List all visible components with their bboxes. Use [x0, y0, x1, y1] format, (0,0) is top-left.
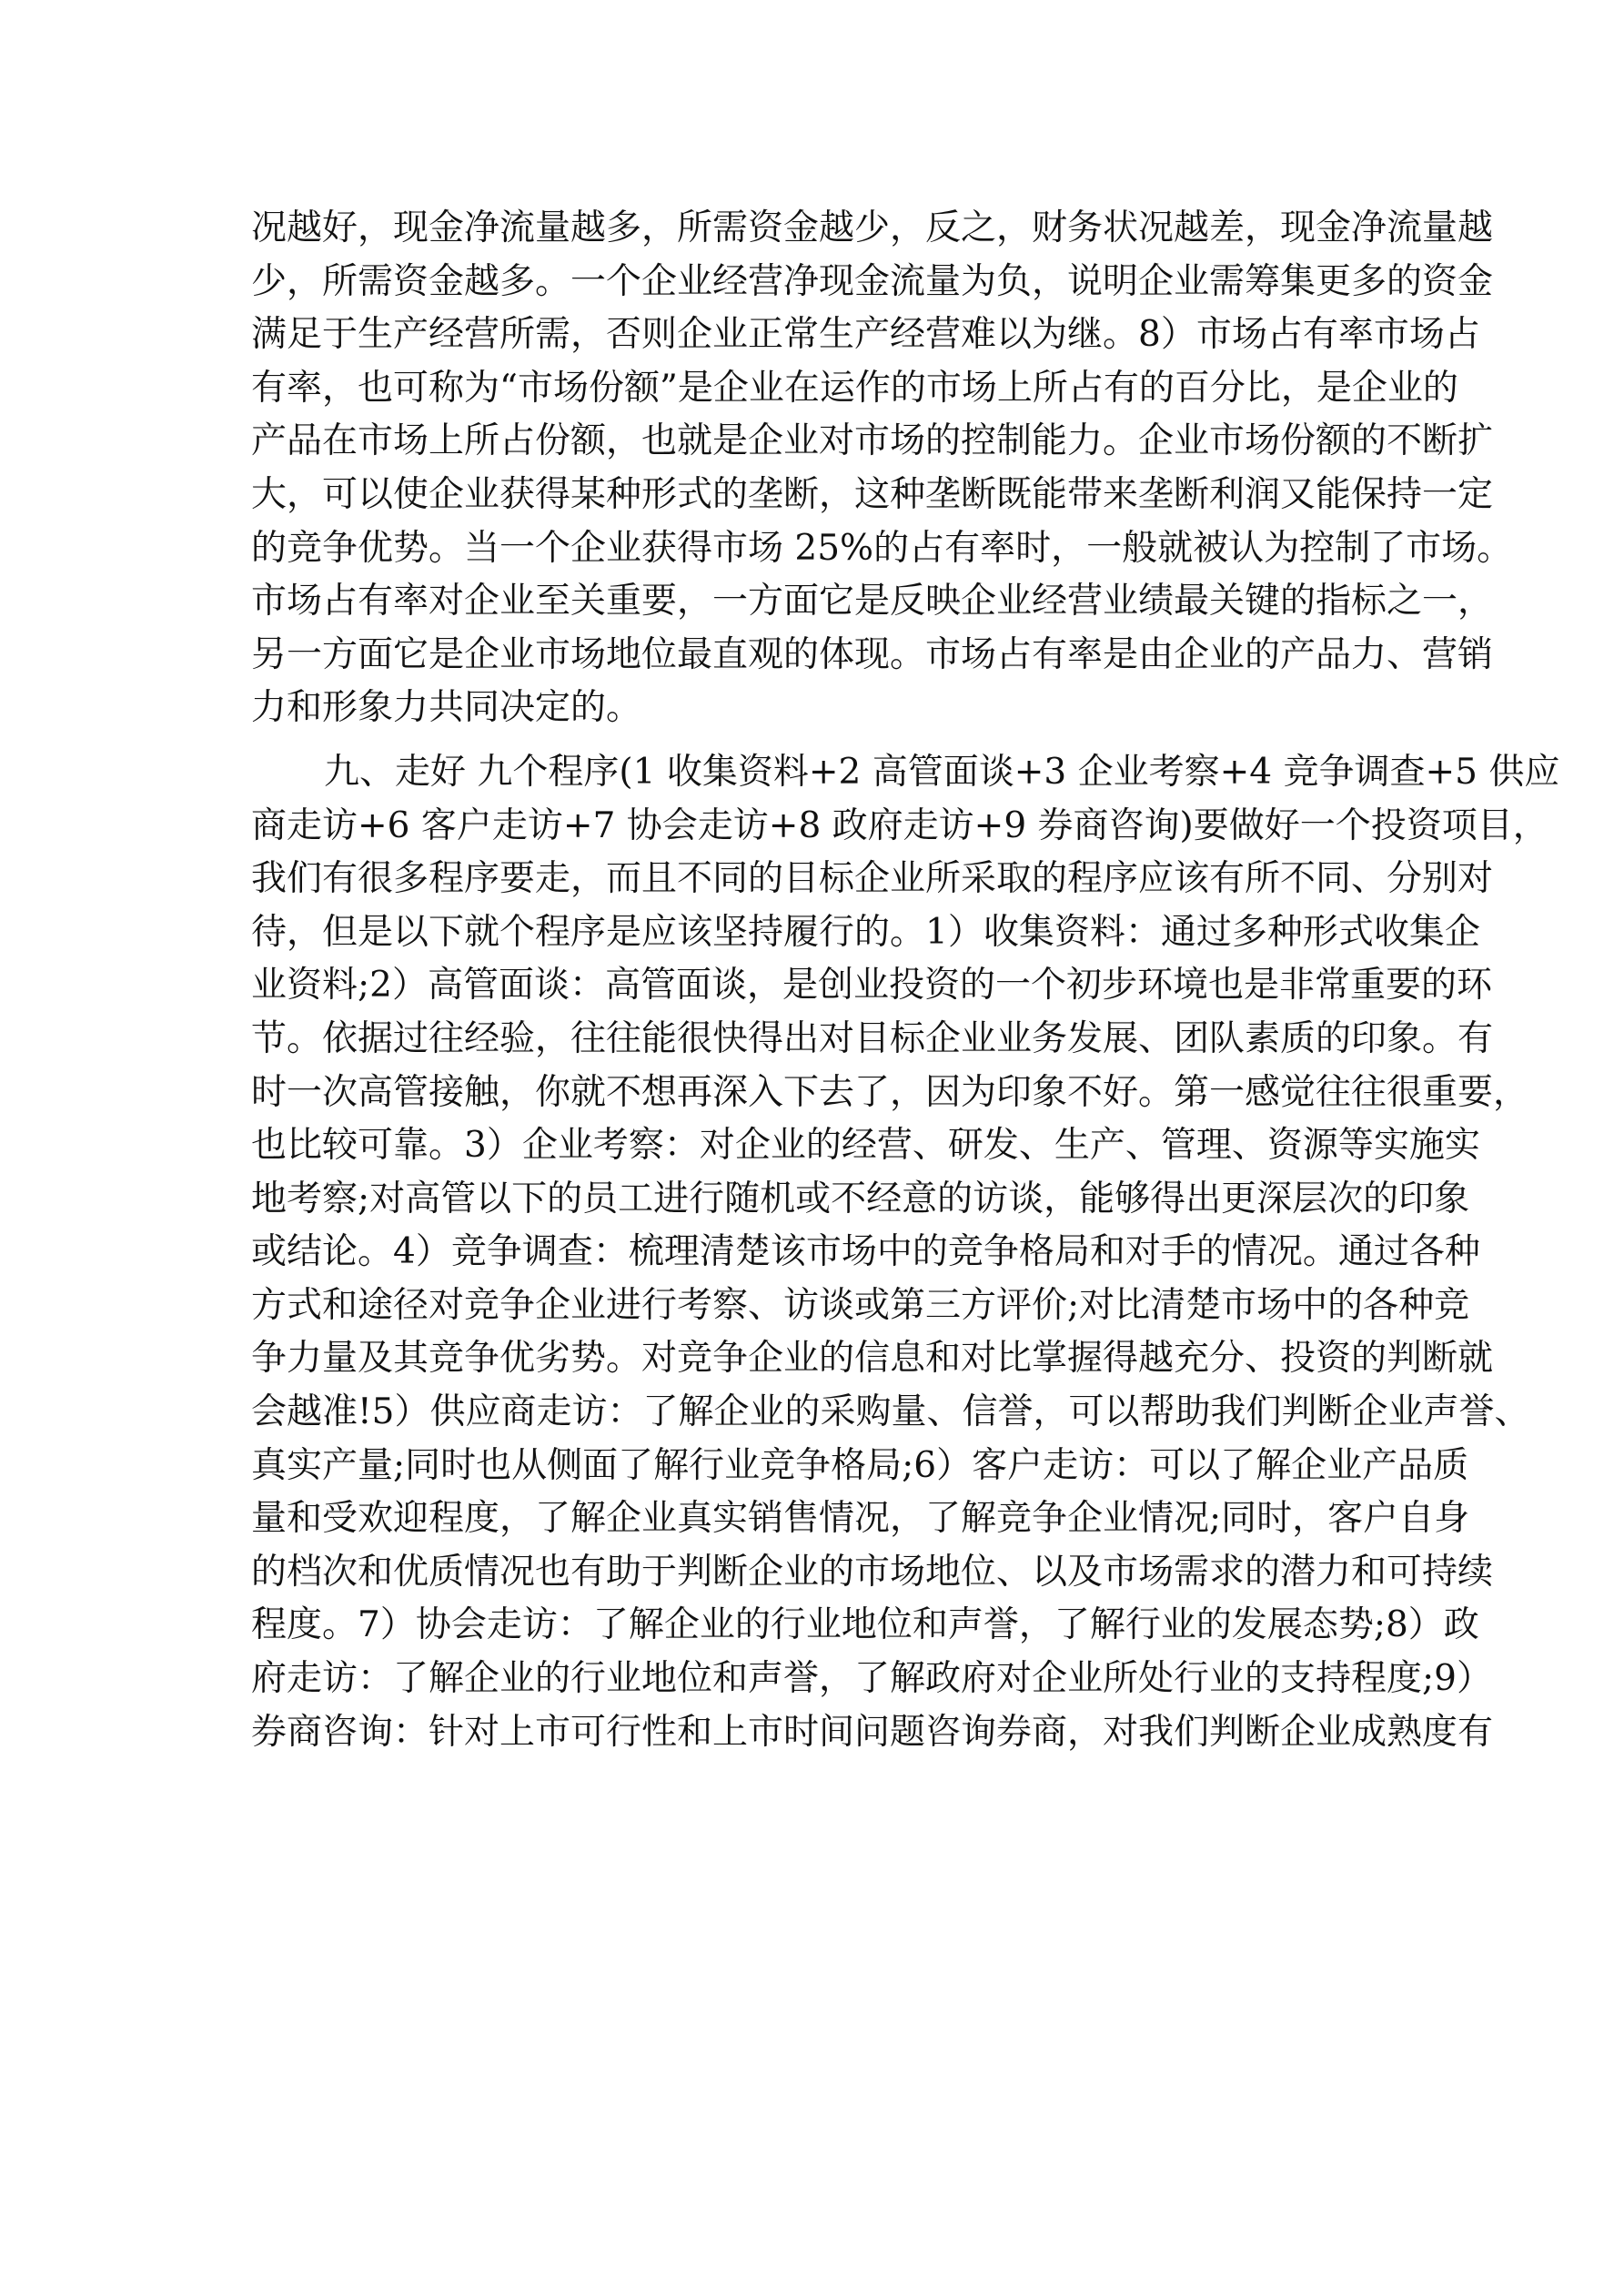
text-line: 争力量及其竞争优劣势。对竞争企业的信息和对比掌握得越充分、投资的判断就: [251, 1338, 1494, 1380]
paragraph-gap: [251, 735, 1379, 746]
text-line: 市场占有率对企业至关重要，一方面它是反映企业经营业绩最关键的指标之一，: [251, 581, 1494, 622]
paragraph-1: [251, 202, 1513, 735]
text-line: 业资料;2）高管面谈：高管面谈，是创业投资的一个初步环境也是非常重要的环: [251, 965, 1492, 1006]
text-line: 产品在市场上所占份额，也就是企业对市场的控制能力。企业市场份额的不断扩: [251, 420, 1494, 462]
body-text: [251, 202, 1560, 1759]
text-line: 的竞争优势。当一个企业获得市场 25%的占有率时，一般就被认为控制了市场。: [251, 527, 1513, 569]
text-line: 我们有很多程序要走，而且不同的目标企业所采取的程序应该有所不同、分别对: [251, 858, 1494, 900]
text-line: 府走访：了解企业的行业地位和声誉，了解政府对企业所处行业的支持程度;9）: [251, 1658, 1492, 1700]
text-line: 少，所需资金越多。一个企业经营净现金流量为负，说明企业需筹集更多的资金: [251, 260, 1494, 302]
text-line: 满足于生产经营所需，否则企业正常生产经营难以为继。8）市场占有率市场占: [251, 314, 1480, 356]
text-line: 力和形象力共同决定的。: [251, 687, 642, 729]
text-line: 方式和途径对竞争企业进行考察、访谈或第三方评价;对比清楚市场中的各种竞: [251, 1284, 1470, 1326]
text-line: 另一方面它是企业市场地位最直观的体现。市场占有率是由企业的产品力、营销: [251, 633, 1494, 675]
text-line: 券商咨询：针对上市可行性和上市时间问题咨询券商，对我们判断企业成熟度有: [251, 1711, 1494, 1753]
text-line: 况越好，现金净流量越多，所需资金越少，反之，财务状况越差，现金净流量越: [251, 207, 1494, 248]
text-line: 会越准!5）供应商走访：了解企业的采购量、信誉，可以帮助我们判断企业声誉、: [251, 1391, 1530, 1433]
text-line: 时一次高管接触，你就不想再深入下去了，因为印象不好。第一感觉往往很重要，: [251, 1071, 1529, 1113]
text-line: 真实产量;同时也从侧面了解行业竞争格局;6）客户走访：可以了解企业产品质: [251, 1444, 1469, 1486]
text-line: 大，可以使企业获得某种形式的垄断，这种垄断既能带来垄断利润又能保持一定: [251, 473, 1494, 515]
text-line: 九、走好 九个程序(1 收集资料+2 高管面谈+3 企业考察+4 竞争调查+5 供应: [324, 751, 1560, 793]
text-line: 程度。7）协会走访：了解企业的行业地位和声誉，了解行业的发展态势;8）政: [251, 1604, 1479, 1646]
text-line: 或结论。4）竞争调查：梳理清楚该市场中的竞争格局和对手的情况。通过各种: [251, 1231, 1480, 1273]
text-line: 量和受欢迎程度，了解企业真实销售情况，了解竞争企业情况;同时，客户自身: [251, 1498, 1470, 1540]
text-line: 地考察;对高管以下的员工进行随机或不经意的访谈，能够得出更深层次的印象: [251, 1178, 1470, 1219]
text-line: 待，但是以下就个程序是应该坚持履行的。1）收集资料：通过多种形式收集企: [251, 911, 1480, 953]
text-line: 也比较可靠。3）企业考察：对企业的经营、研发、生产、管理、资源等实施实: [251, 1125, 1480, 1167]
paragraph-2: [251, 746, 1560, 1759]
text-line: 有率，也可称为“市场份额”是企业在运作的市场上所占有的百分比，是企业的: [251, 367, 1458, 409]
text-line: 的档次和优质情况也有助于判断企业的市场地位、以及市场需求的潜力和可持续: [251, 1551, 1494, 1593]
text-line: 节。依据过往经验，往往能很快得出对目标企业业务发展、团队素质的印象。有: [251, 1017, 1494, 1059]
text-line: 商走访+6 客户走访+7 协会走访+8 政府走访+9 券商咨询)要做好一个投资项目，: [251, 804, 1548, 846]
